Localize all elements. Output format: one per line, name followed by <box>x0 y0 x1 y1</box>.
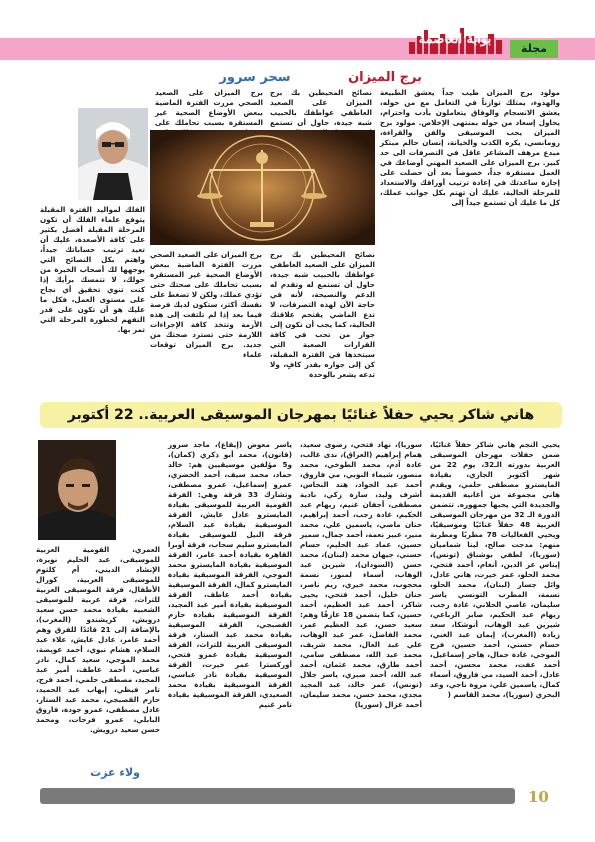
libra-zodiac-image <box>150 130 375 245</box>
horoscope-column-3-top: برج الميزان على الصعيد الصحي مررت الفترة الماضية ببعض الأوضاع الصحية غير المستقرة بسبب تحاملك على <box>155 88 263 127</box>
horoscope-column-4: الفلك لمواليد الفترة المقبلة يتوقع علماء الفلك أن تكون المرحلة المقبلة أفضل بكثير على كافة الأصعدة، عليك أن تعيد ترتيب حساباتك جيداً، واهتم بكل النصائح التي يوجهها لك أصحاب الخبرة من حولك، لا تتمسك برأيك إذا كنت تنوي تحقيق أي نجاح على مستوى العمل، فكل ما عليك هو أن تكون على قدر التفهم لخطورة المرحلة التي تمر بها. <box>40 205 145 334</box>
section-label: مجلة <box>510 40 558 58</box>
logo-text: بوابة العاصمة <box>418 32 492 47</box>
horoscope-column-3: برج الميزان على الصعيد الصحي مررت الفترة الماضية ببعض الأوضاع الصحية غير المستقرة بسبب تحاملك على صحتك حتى تؤدي عملك، ولكن لا تضغط على نفسك أكثر، ستكون لديك فرصة فيما بعد إذا لم تلتفت إلى هذه الأزمة وتتخذ كافة الإجراءات اللازمة حتى تسترد صحتك من جديد. برج الميزان توقعات علماء <box>150 250 262 359</box>
horoscope-title: برج الميزان <box>348 70 422 85</box>
singer-photo <box>38 440 116 540</box>
article-column-1: يحيي النجم هاني شاكر حفلاً غنائيًا، ضمن حفلات مهرجان الموسيقى العربية بدورته الـ32، يوم 22 من شهر أكتوبر الجاري، بقيادة المايسترو مصطفى حلمي، ويقدم هاني مجموعة من أغانيه القديمة والجديدة التي يحبها جمهوره. تتضمن الدورة الـ 32 من مهرجان الموسيقى العربية 48 حفلاً غنائيًا وموسيقيًا، ويحيي الفعاليات 78 مطربًا ومطربة منهم: مدحت صالح، لينا شماميان (سوريا)، لطفي بوشناق (تونس)، إيناس عز الدين، أنغام، أحمد فتحي، محمد الحلو، عمر خيرت، هاني عادل، وائل جسار (لبنان)، محمد الحلو، نسمة، المطرب التونسي ياسر سليمان، عاصي الحلاني، غادة رجب، ريهام عبد الحكيم، صابر الرباعي، شيرين عبد الوهاب، أنوشكا، سعد زيادة (المغرب)، إيمان عبد الغني، حسام حسني، أحمد حسين، فرح الموجي، غادة جمال، هاجر إسماعيل، أحمد عفت، محمد محسن، أحمد عادل، أحمد السيد، مي فاروق، أسماء كمال، ياسمين علي، مروة ناجي، وعد البحري (سوريا)، محمد القاسم ( <box>430 440 561 699</box>
horoscope-column-2-top: نصائح المحيطين بك برج الميزان على الصعيد العاطفي عواطفك بالحبيب شبه جيدة، حاول أن تستمع <box>270 88 372 127</box>
footer-bar <box>40 788 515 804</box>
article-column-2: سوريا)، نهاد فتحي، رضوى سعيد، همام إبراهيم (العراق)، ندى غالب، غادة آدم، محمد الطوخي، محمد منصور، شيماء النوبي، مي فاروق، أحمد عبد الجواد، هند النحاس، أشرف وليد، سارة زكي، نادية مصطفى، أجفان غنيم، ريهام عبد الحكيم، غادة رجب، أحمد إبراهيم، حنان ماضي، ياسمين علي، محمد منير، عبير نعمة، أحمد جمال، سمير حسين، عماد عبد الحليم، حسام حسني، جيهان محمد (لبنان)، محمد حسن (السودان)، شيرين عبد الوهاب، أسماء لمنور، نسمة محجوب، محمد خيري، ريم ناصر، حنان خليل، أحمد فتحي، يحيى شاكر، أحمد عبد العظيم، أحمد حسين، كما يتضمن 18 عازفًا وهم: سعيد حسن، عبد العظيم عمر، محمد الفاضل، عمر عبد الوهاب، علي عبد العال، محمد شريف، محمد عبد الله، مصطفى سامي، أحمد طارق، محمد عثمان، أحمد عبد الله، أحمد صبري، ياسر جلال (تونس)، عمر خالد، عبد المجيد مجدي، محمد حسن، محمد سليمان، أحمد غزال (سوريا) <box>300 440 422 709</box>
page-number: 10 <box>528 788 549 806</box>
horoscope-column-2: نصائح المحيطين بك برج الميزان على الصعيد العاطفي عواطفك بالحبيب شبه جيدة، حاول أن تستمع له وتقدم له الدعم والنصيحة، لأنه في حاجة الآن لهذه التصرفات، لا تدع الماضي يقتحم علاقتك الحالية، كما يجب أن تكون إلى جوار من تحب في كافة القرارات الصعبة التي سيتخذها في الفترة المقبلة، كن إلى جواره بقدر كافٍ، ولا تدعه يشعر بالوحدة <box>270 250 375 379</box>
article-author: ولاء عزت <box>90 766 140 779</box>
header-band <box>0 38 595 60</box>
article-column-4: العمري، القومية العربية للموسيقى، عبد الحليم نويرة، الإنشاد الديني، أم كلثوم للموسيقى العربية، كورال الأطفال، فرقة الموسيقى العربية للتراث، فرقة عربية للموسيقى الشعبية بقيادة محمد حسن سعيد درويش، كريشندو (المغرب)، بالإضافة إلى 21 قائدًا للفرق وهم أحمد عامر، عادل عايش، علاء عبد السلام، هشام نبوي، أحمد عويضة، محمد الموجي، سعيد كمال، نادر عباسي، أحمد عاطف، أمير عبد المجيد، مصطفى حلمي، أحمد فرج، تامر فيظي، إيهاب عبد الحميد، حازم القصبجي، محمد عبد الستار، عادل مصطفى، عمرو جودة، فاروق البابلي، عمرو فرحات، ومحمد حسن سعيد درويش. <box>36 545 160 734</box>
author-photo <box>78 108 148 200</box>
horoscope-author: سحر سرور <box>219 70 291 85</box>
article-column-3: ياسر معوض (إيقاع)، ماجد سرور (قانون)، محمد أبو ذكري (كمان)، و5 مؤلفين موسيقيين هم: خالد حماد، محمد سيف، أحمد الحضري، عمرو إسماعيل، عمرو مصطفى، وتشارك 33 فرقة وهي: الفرقة القومية العربية للموسيقى بقيادة المايسترو عادل عايش، الفرقة الموسيقية بقيادة عبد السلام، فرقة النيل للموسيقى بقيادة المايسترو سليم سحاب، فرقة أوبرا القاهرة بقيادة أحمد عامر، الفرقة الموسيقية بقيادة المايسترو محمد الموجي، الفرقة الموسيقية بقيادة المايسترو كمال، الفرقة الموسيقية بقيادة أحمد عاطف، الفرقة الموسيقية بقيادة أمير عبد المجيد، الفرقة الموسيقية بقيادة حازم القصبجي، الفرقة الموسيقية بقيادة محمد عبد الستار، فرقة الموسيقى العربية للتراث، الفرقة الموسيقية بقيادة عمرو فتحي، أوركسترا عمر خيرت، الفرقة الموسيقية بقيادة نادر عباسي، الفرقة الموسيقية بقيادة محمد الصعيدي، الفرقة الموسيقية بقيادة تامر غنيم <box>168 440 292 709</box>
article-headline: هاني شاكر يحيي حفلاً غنائيًا بمهرجان الموسيقى العربية.. 22 أكتوبر <box>67 407 535 423</box>
horoscope-column-1: مولود برج الميزان طيب جداً يعشق الطبيعة والهدوء، يمتلك توازناً في التعامل مع من حوله، يعشق الانسجام والوفاق يتعاملون بأدب واحترام، يحاول إسعاد من حوله بمنتهى الإخلاص. مولود برج الميزان يحب الموسيقى والفن والقراءة، رومانسي، يكره الكذب والخيانة، إنسان حالم مبتكر مبدع مرهف المشاعر عاقل في التصرفات الى حد كبير. برج الميزان على الصعيد المهني أوضاعك في العمل مستقرة جداً، خصوصاً بعد أن حصلت على إجازة ساعدتك في إعادة ترتيب أوراقك والاستعداد للمرحلة الحالية، عليك أن تهتم بكل جوانب عملك، كل ما عليك أن تستمع جيداً إلى <box>380 88 560 207</box>
